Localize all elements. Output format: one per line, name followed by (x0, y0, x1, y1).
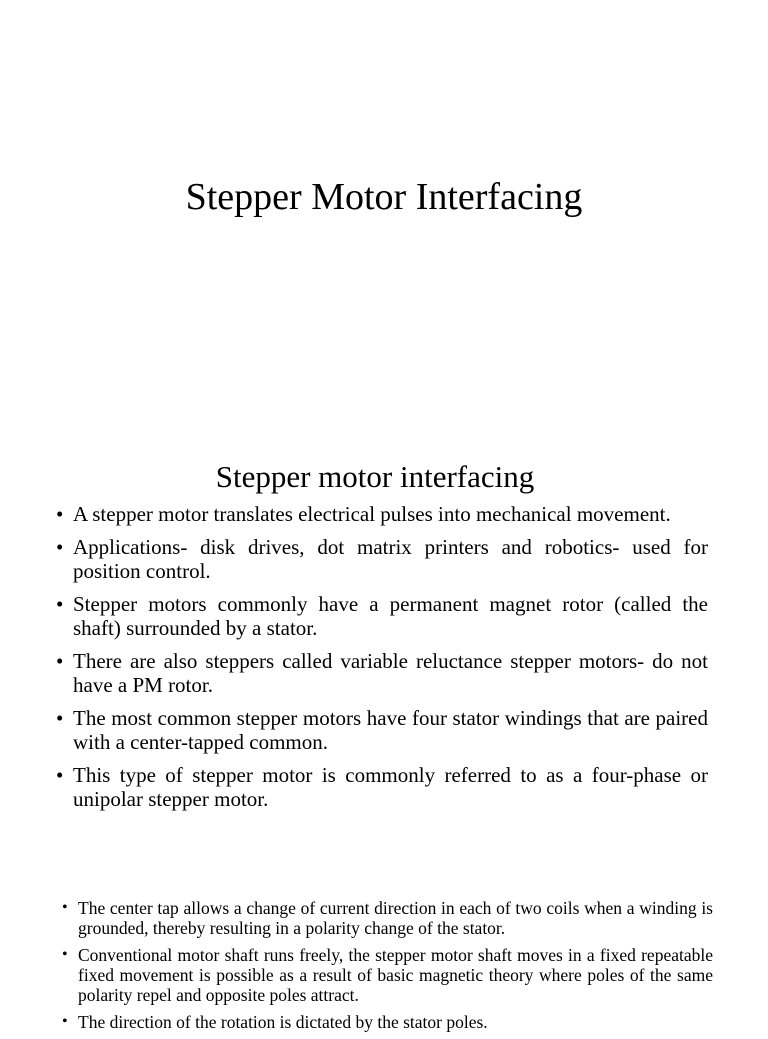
bullet-text: The center tap allows a change of current direction in each of two coils when a winding is grounded, thereby resulting in a polarity change of the stator. (78, 898, 713, 938)
list-item (62, 945, 713, 1005)
bullet-text: This type of stepper motor is commonly referred to as a four-phase or unipolar stepper motor. (73, 763, 708, 811)
list-item (62, 1012, 713, 1032)
bullet-text: Conventional motor shaft runs freely, the stepper motor shaft moves in a fixed repeatable fixed movement is possible as a result of basic magnetic theory where poles of the same polarity repel and opposite poles attract. (78, 945, 713, 1005)
bullet-text: The direction of the rotation is dictated by the stator poles. (78, 1012, 488, 1032)
slide-title: Stepper Motor Interfacing (185, 176, 583, 218)
bullet-icon: • (56, 706, 64, 730)
bullet-icon: • (56, 592, 64, 616)
bullet-text: Stepper motors commonly have a permanent magnet rotor (called the shaft) surrounded by a stator. (73, 592, 708, 640)
bullet-text: A stepper motor translates electrical pulses into mechanical movement. (73, 502, 671, 526)
list-item (56, 706, 708, 754)
list-item (56, 763, 708, 811)
bullet-icon: • (56, 649, 64, 673)
bullet-icon: • (62, 899, 68, 916)
bullet-text: There are also steppers called variable reluctance stepper motors- do not have a PM rotor. (73, 649, 708, 697)
bullet-icon: • (56, 502, 64, 526)
list-item (62, 898, 713, 938)
bullet-icon: • (62, 1013, 68, 1030)
bullet-list-secondary (62, 898, 713, 1039)
list-item (56, 502, 708, 526)
list-item (56, 592, 708, 640)
list-item (56, 649, 708, 697)
section-title: Stepper motor interfacing (215, 459, 535, 494)
list-item (56, 535, 708, 583)
bullet-list (56, 502, 708, 820)
bullet-icon: • (56, 763, 64, 787)
bullet-icon: • (56, 535, 64, 559)
bullet-text: Applications- disk drives, dot matrix printers and robotics- used for position control. (73, 535, 708, 583)
bullet-icon: • (62, 946, 68, 963)
bullet-text: The most common stepper motors have four stator windings that are paired with a center-tapped common. (73, 706, 708, 754)
